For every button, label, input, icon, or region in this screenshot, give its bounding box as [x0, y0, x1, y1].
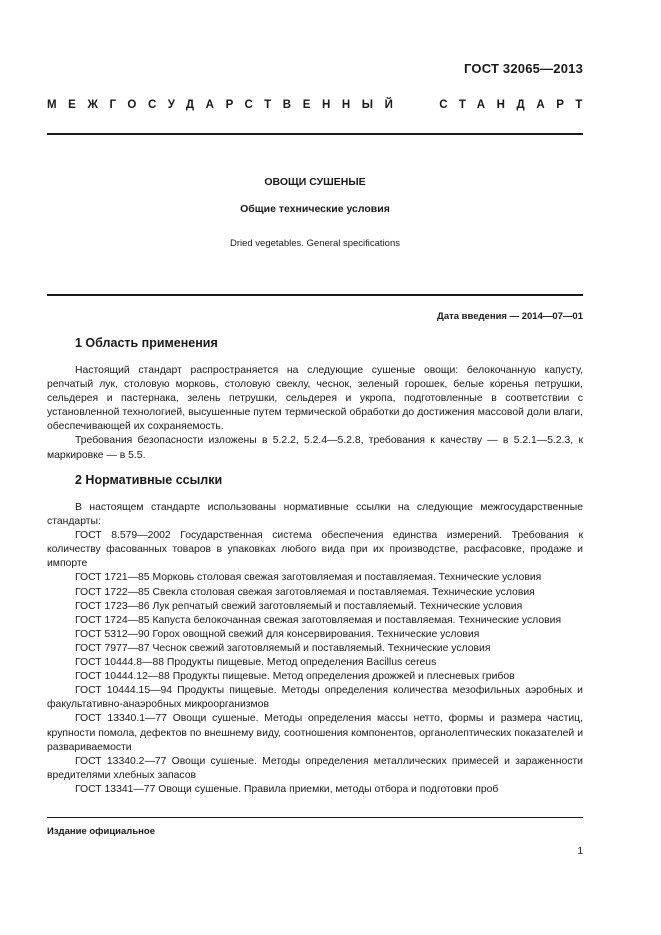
reference-item: ГОСТ 13340.1—77 Овощи сушеные. Методы определения массы нетто, формы и размера частиц, крупности помола, дефектов по внешнему виду, соотношения компонентов, органолептических показателей и развариваемости	[47, 713, 583, 753]
paragraph: Требования безопасности изложены в 5.2.2, 5.2.4—5.2.8, требования к качеству — в 5.2.1—5.2.3, к маркировке — в 5.5.	[47, 435, 583, 461]
top-divider	[47, 133, 583, 135]
reference-item: ГОСТ 10444.12—88 Продукты пищевые. Метод определения дрожжей и плесневых грибов	[75, 671, 515, 683]
section-heading-normative-references: 2 Нормативные ссылки	[75, 473, 223, 487]
section-references-body	[47, 501, 583, 797]
official-edition-label: Издание официальное	[47, 826, 155, 837]
document-number: ГОСТ 32065—2013	[464, 61, 583, 76]
section-heading-scope: 1 Область применения	[75, 336, 218, 350]
reference-item: ГОСТ 10444.8—88 Продукты пищевые. Метод определения Bacillus cereus	[75, 657, 437, 669]
reference-item: ГОСТ 10444.15—94 Продукты пищевые. Методы определения количества мезофильных аэробных и факультативно-анаэробных микроорганизмов	[47, 685, 583, 711]
standard-type-line	[47, 99, 594, 111]
reference-item: ГОСТ 1722—85 Свекла столовая свежая заготовляемая и поставляемая. Технические условия	[75, 586, 535, 598]
standard-type-word-interstate: МЕЖГОСУДАРСТВЕННЫЙ	[47, 99, 405, 111]
standard-type-word-standard: СТАНДАРТ	[439, 99, 594, 111]
introduction-date: Дата введения — 2014—07—01	[437, 311, 583, 322]
reference-item: ГОСТ 1723—86 Лук репчатый свежий заготовляемый и поставляемый. Технические условия	[75, 600, 523, 612]
paragraph: В настоящем стандарте использованы нормативные ссылки на следующие межгосударственные стандарты:	[47, 502, 583, 528]
reference-item: ГОСТ 1721—85 Морковь столовая свежая заготовляемая и поставляемая. Технические условия	[75, 572, 542, 584]
reference-item: ГОСТ 13340.2—77 Овощи сушеные. Методы определения металлических примесей и зараженности вредителями хлебных запасов	[47, 755, 583, 781]
reference-item: ГОСТ 1724—85 Капуста белокочанная свежая заготовляемая и поставляемая. Технические условия	[75, 614, 562, 626]
document-title: ОВОЩИ СУШЕНЫЕ	[264, 176, 366, 188]
reference-item: ГОСТ 13341—77 Овощи сушеные. Правила приемки, методы отбора и подготовки проб	[75, 783, 499, 795]
reference-item: ГОСТ 8.579—2002 Государственная система обеспечения единства измерений. Требования к количеству фасованных товаров в упаковках любого вида при их производстве, расфасовке, продаже и импорте	[47, 530, 583, 570]
reference-item: ГОСТ 5312—90 Горох овощной свежий для консервирования. Технические условия	[75, 628, 480, 640]
paragraph: Настоящий стандарт распространяется на следующие сушеные овощи: белокочанную капусту, репчатый лук, столовую морковь, столовую свеклу, чеснок, зеленый горошек, белые коренья петрушки, сельдерея и пастернака, зелень петрушки, сельдерея и укропа, подготовленные в соответствии с установленной технологией, высушенные путем термической обработки до достижения массовой доли влаги, обеспечивающей их сохраняемость.	[47, 365, 583, 433]
footer-divider	[47, 817, 583, 818]
reference-item: ГОСТ 7977—87 Чеснок свежий заготовляемый и поставляемый. Технические условия	[75, 642, 491, 654]
title-divider	[47, 294, 583, 296]
document-page	[47, 0, 594, 935]
section-scope-body	[47, 364, 583, 463]
document-title-english: Dried vegetables. General specifications	[229, 238, 401, 249]
document-subtitle: Общие технические условия	[240, 203, 390, 215]
page-number: 1	[577, 846, 583, 857]
